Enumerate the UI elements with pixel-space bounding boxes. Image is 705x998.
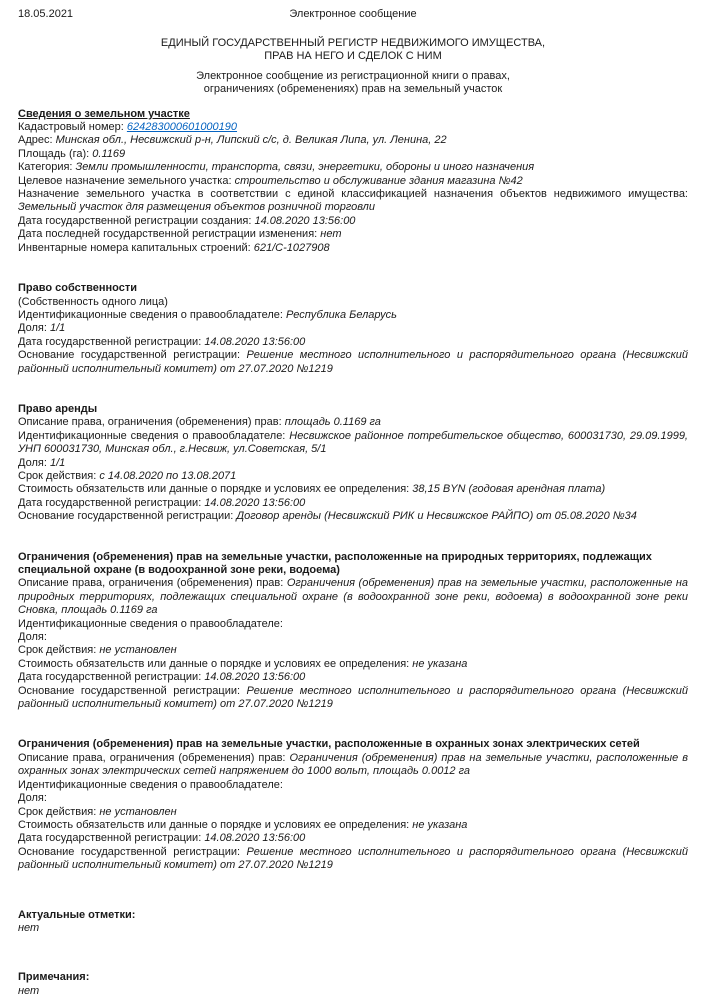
page-header <box>18 8 688 22</box>
field-line <box>18 631 688 644</box>
section <box>18 551 688 712</box>
field-label: Основание государственной регистрации: <box>18 349 241 362</box>
field-label: Доля: <box>18 792 47 805</box>
section <box>18 282 688 376</box>
field-line <box>18 922 688 935</box>
field-label: Описание права, ограничения (обременения) прав: <box>18 751 286 764</box>
field-value: 1/1 <box>49 456 66 469</box>
field-label: Стоимость обязательств или данные о порядке и условиях ее определения: <box>18 657 410 670</box>
field-label: Дата государственной регистрации: <box>18 671 202 684</box>
field-line <box>18 985 688 998</box>
field-value: не установлен <box>99 644 177 657</box>
field-line <box>18 792 688 805</box>
field-value: 14.08.2020 13:56:00 <box>204 335 306 348</box>
field-value: площадь 0.1169 га <box>284 416 381 429</box>
field-label: Описание права, ограничения (обременения) прав: <box>18 416 282 429</box>
field-value: 1/1 <box>49 322 66 335</box>
field-line <box>18 497 688 510</box>
field-value: 621/С-1027908 <box>253 241 330 254</box>
field-value: Республика Беларусь <box>286 308 397 321</box>
field-line <box>18 215 688 228</box>
field-label: Дата государственной регистрации создания: <box>18 214 252 227</box>
field-line <box>18 416 688 429</box>
field-line <box>18 618 688 631</box>
register-title <box>18 37 688 64</box>
section-heading: Примечания: <box>18 971 90 984</box>
field-value: 38,15 BYN (годовая арендная плата) <box>412 483 606 496</box>
section <box>18 909 688 936</box>
field-label: Дата государственной регистрации: <box>18 832 202 845</box>
field-line <box>18 161 688 174</box>
document-subtitle-line2: ограничениях (обременениях) прав на земельный участок <box>203 83 503 96</box>
field-line <box>18 309 688 322</box>
cadastral-number-link[interactable]: 624283000601000190 <box>126 121 238 134</box>
field-label: Дата государственной регистрации: <box>18 335 202 348</box>
field-value: 0.1169 <box>92 147 126 160</box>
field-line <box>18 470 688 483</box>
field-line <box>18 430 688 457</box>
field-label: Инвентарные номера капитальных строений: <box>18 241 251 254</box>
field-label: Идентификационные сведения о правообладателе: <box>18 308 283 321</box>
document-date: 18.05.2021 <box>18 8 74 20</box>
field-value: Решение местного исполнительного и распорядительного органа (Несвижский районный исполнительный комитет) от 27.07.2020 №1219 <box>18 684 689 711</box>
field-line <box>18 188 688 215</box>
field-value: Несвижское районное потребительское общество, 600031730, 29.09.1999, УНП 600031730, Минская обл., г.Несвиж, ул.Советская, 5/1 <box>18 429 688 456</box>
sections-container <box>18 108 688 998</box>
field-value: 14.08.2020 13:56:00 <box>204 496 306 509</box>
field-label: Доля: <box>18 631 47 644</box>
field-label: Адрес: <box>18 134 53 147</box>
section-heading: Актуальные отметки: <box>18 908 136 921</box>
field-value: с 14.08.2020 по 13.08.2071 <box>99 469 237 482</box>
field-line <box>18 296 688 309</box>
field-line <box>18 846 688 873</box>
field-value: Решение местного исполнительного и распорядительного органа (Несвижский районный исполнительный комитет) от 27.07.2020 №1219 <box>18 349 689 375</box>
field-value: не установлен <box>99 805 177 818</box>
field-line <box>18 134 688 147</box>
section-heading: Сведения о земельном участке <box>18 107 190 120</box>
field-value: 14.08.2020 13:56:00 <box>254 214 356 227</box>
field-value: 14.08.2020 13:56:00 <box>204 832 306 845</box>
document-type-label: Электронное сообщение <box>289 8 417 20</box>
field-value: Земли промышленности, транспорта, связи, энергетики, обороны и иного назначения <box>75 161 535 174</box>
field-label: Дата государственной регистрации: <box>18 496 202 509</box>
field-label: Кадастровый номер: <box>18 121 124 134</box>
field-value: 14.08.2020 13:56:00 <box>204 671 306 684</box>
section <box>18 403 688 524</box>
field-label: Стоимость обязательств или данные о порядке и условиях ее определения: <box>18 818 410 831</box>
field-line <box>18 175 688 188</box>
register-title-line1: ЕДИНЫЙ ГОСУДАРСТВЕННЫЙ РЕГИСТР НЕДВИЖИМОГО ИМУЩЕСТВА, <box>160 37 546 49</box>
field-label: Описание права, ограничения (обременения) прав: <box>18 577 284 590</box>
field-line <box>18 228 688 241</box>
field-line <box>18 819 688 832</box>
field-label: Основание государственной регистрации: <box>18 845 241 858</box>
document-subtitle <box>18 70 688 97</box>
field-value: Ограничения (обременения) прав на земельные участки, расположенные на природных территориях, подлежащих специальной охране (в водоохранной зоне реки, водоема) в водоохранной зоне реки Сновка, площадь 0.1169 га <box>18 577 688 617</box>
field-line <box>18 658 688 671</box>
field-line <box>18 779 688 792</box>
field-label: (Собственность одного лица) <box>18 295 168 308</box>
field-label: Основание государственной регистрации: <box>18 510 234 523</box>
field-label: Дата последней государственной регистрации изменения: <box>18 228 318 241</box>
section-heading: Право собственности <box>18 282 137 295</box>
field-label: Площадь (га): <box>18 147 90 160</box>
field-line <box>18 806 688 819</box>
field-line <box>18 336 688 349</box>
field-line <box>18 752 688 779</box>
section-heading: Право аренды <box>18 402 98 415</box>
field-value: Ограничения (обременения) прав на земельные участки, расположенные в охранных зонах электрических сетей напряжением до 1000 вольт, площадь 0.0012 га <box>18 751 688 778</box>
field-label: Стоимость обязательств или данные о порядке и условиях ее определения: <box>18 483 410 496</box>
field-value: Минская обл., Несвижский р-н, Липский с/с, д. Великая Липа, ул. Ленина, 22 <box>55 134 447 147</box>
field-value: нет <box>320 228 342 241</box>
field-label: Идентификационные сведения о правообладателе: <box>18 429 286 442</box>
field-value: строительство и обслуживание здания магазина №42 <box>234 174 523 187</box>
field-value: нет <box>18 984 40 997</box>
field-line <box>18 322 688 335</box>
section <box>18 971 688 998</box>
field-value: Договор аренды (Несвижский РИК и Несвижское РАЙПО) от 05.08.2020 №34 <box>236 510 637 523</box>
field-line <box>18 349 688 376</box>
field-label: Доля: <box>18 456 47 469</box>
field-value: нет <box>18 921 40 934</box>
field-line <box>18 457 688 470</box>
field-line <box>18 832 688 845</box>
field-label: Основание государственной регистрации: <box>18 684 241 697</box>
section <box>18 108 688 255</box>
field-value: Земельный участок для размещения объектов розничной торговли <box>18 201 375 214</box>
field-line <box>18 510 688 523</box>
field-line <box>18 121 688 134</box>
field-line <box>18 148 688 161</box>
field-label: Срок действия: <box>18 644 97 657</box>
field-value: не указана <box>412 818 468 831</box>
section-heading: Ограничения (обременения) прав на земельные участки, расположенные на природных территориях, подлежащих специальной охране (в водоохранной зоне реки, водоема) <box>18 550 652 576</box>
field-label: Идентификационные сведения о правообладателе: <box>18 617 283 630</box>
section <box>18 738 688 872</box>
field-label: Доля: <box>18 322 47 335</box>
field-line <box>18 685 688 712</box>
field-value: Решение местного исполнительного и распорядительного органа (Несвижский районный исполнительный комитет) от 27.07.2020 №1219 <box>18 845 689 872</box>
register-title-line2: ПРАВ НА НЕГО И СДЕЛОК С НИМ <box>264 50 442 63</box>
field-label: Идентификационные сведения о правообладателе: <box>18 778 283 791</box>
field-label: Срок действия: <box>18 805 97 818</box>
field-label: Категория: <box>18 161 73 174</box>
field-line <box>18 644 688 657</box>
field-label: Целевое назначение земельного участка: <box>18 174 232 187</box>
section-heading: Ограничения (обременения) прав на земельные участки, расположенные в охранных зонах электрических сетей <box>18 738 640 751</box>
field-line <box>18 671 688 684</box>
field-line <box>18 483 688 496</box>
field-label: Назначение земельного участка в соответствии с единой классификацией назначения объектов недвижимого имущества: <box>18 188 688 201</box>
document-subtitle-line1: Электронное сообщение из регистрационной книги о правах, <box>196 69 510 82</box>
field-line <box>18 242 688 255</box>
field-value: не указана <box>412 657 468 670</box>
field-line <box>18 577 688 617</box>
field-label: Срок действия: <box>18 469 97 482</box>
